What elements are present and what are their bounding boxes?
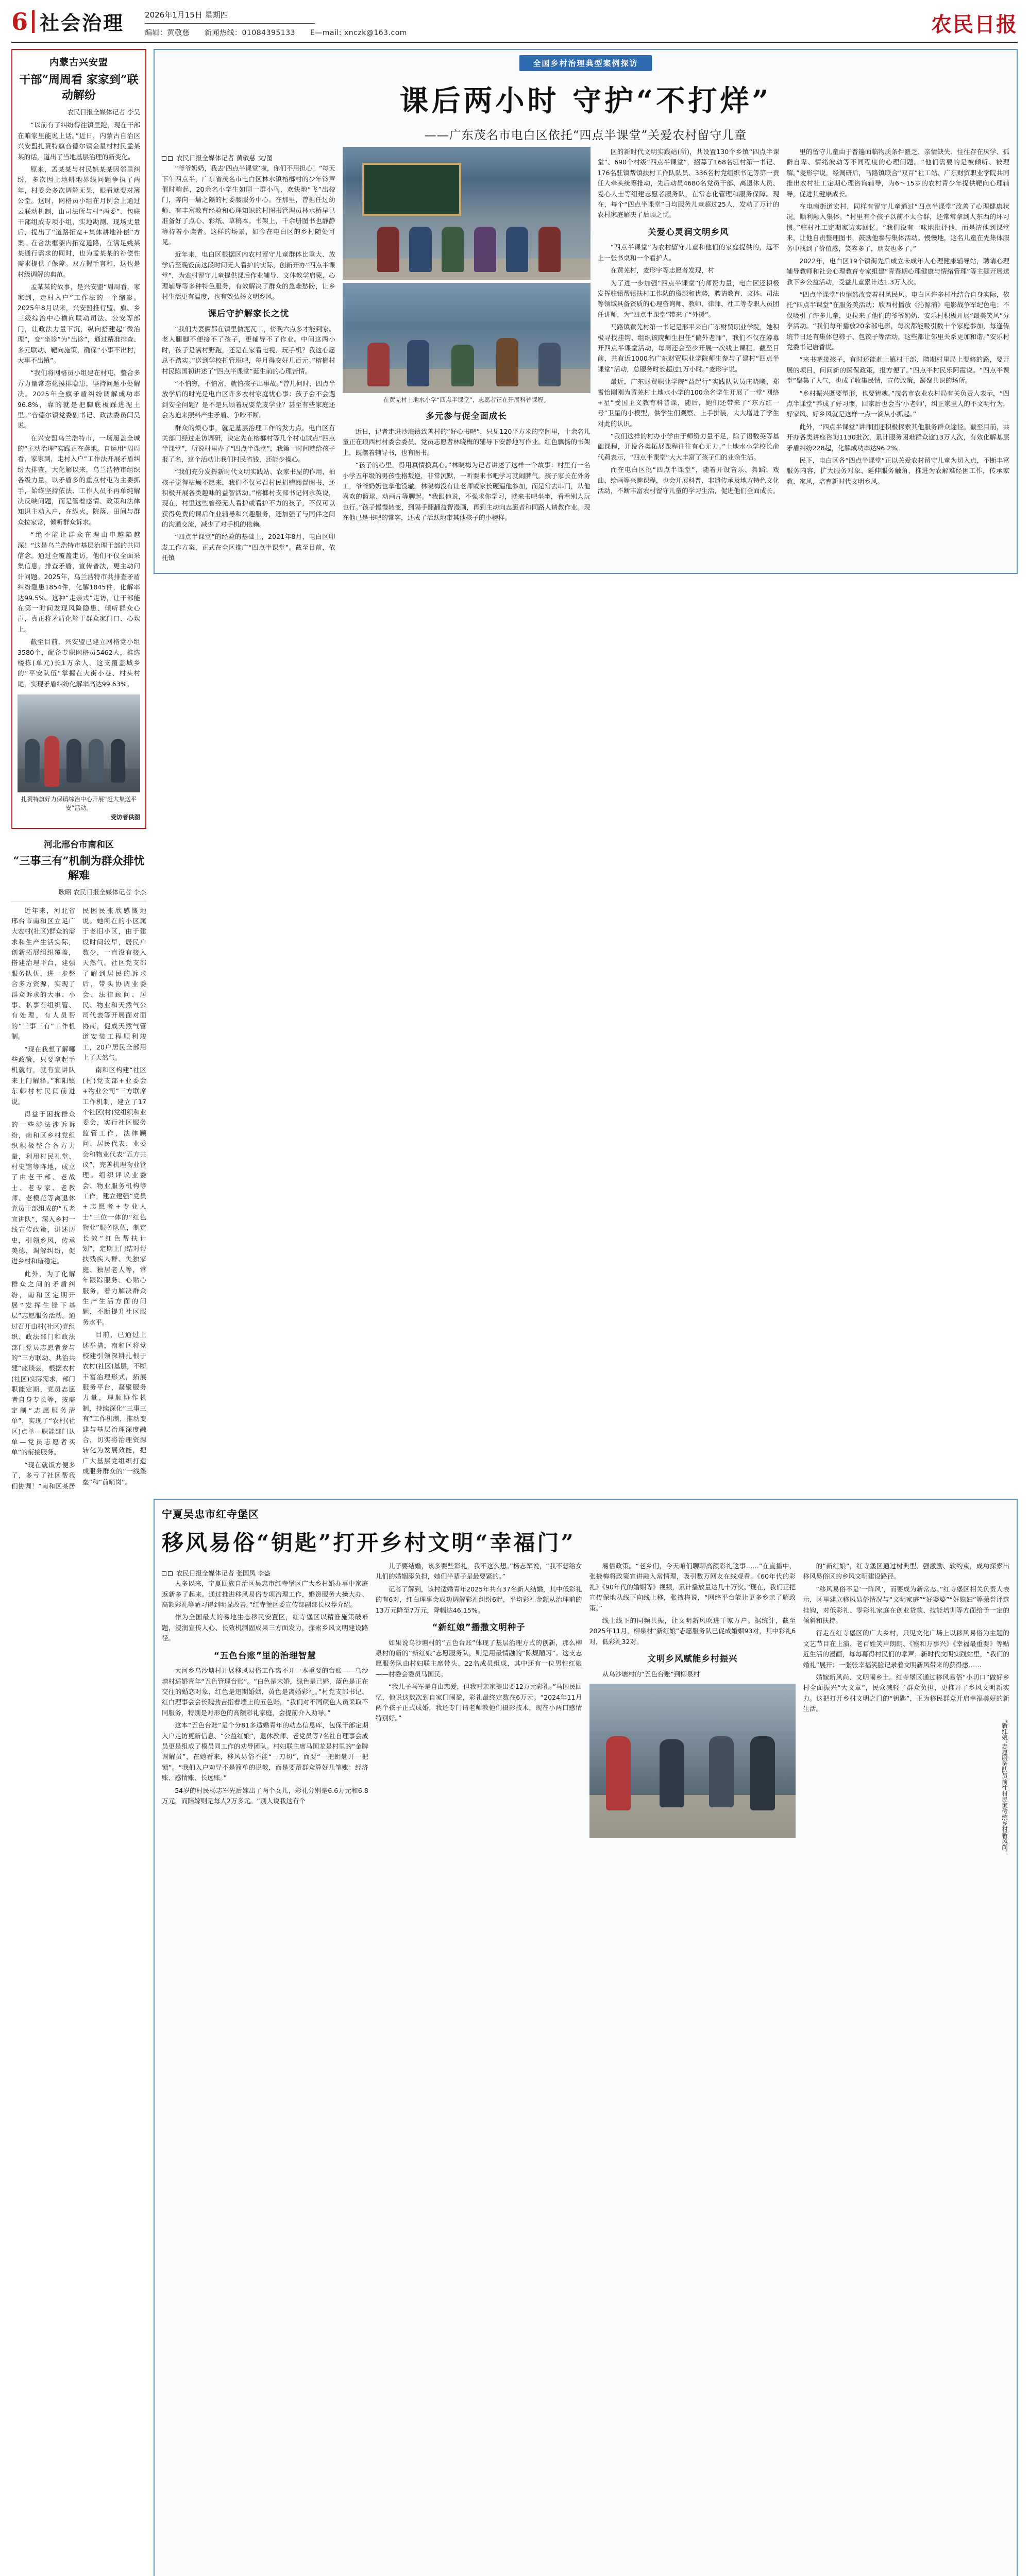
- feature-col-2: [343, 147, 591, 566]
- paragraph: 记者了解到，该村适婚青年2025年共有37名新人结婚，其中低彩礼的有6对，红白理事会成功调解彩礼纠纷6起，平均彩礼金额从治理前的13万元降至7万元，降幅达46.15%。: [375, 1585, 582, 1614]
- feature-columns: [162, 147, 1009, 566]
- paragraph: 易俗政策。“老乡们，今天咱们聊聊高额彩礼这事……”在直播中，张掖梅将政策宣讲融入常情理，吸引数万网友在线观看。《60年代的彩礼》《90年代的婚姻等》视频，累计播放量达几十万次。”现在，我们正把宣传保地从线下向线上移，张掖梅说，“网络平台能让更多乡亲了解政策。”: [589, 1562, 796, 1612]
- section-title: 社会治理: [40, 11, 125, 35]
- feature-article: [154, 49, 1018, 574]
- left-article-body: [18, 120, 140, 689]
- paragraph: 在电南街道宏村，同样有留守儿童通过“四点半课堂”改善了心理健康状况。顺利融入集体。“村里有个孩子以前不太合群，还常常拿到人东西的坏习惯。”驻村社工定期家访实回忆。“我们没有一味地批评他，而是请他到课堂来，让他自责整理图书，鼓励他参与集体活动。慢慢地，这名儿童在先集体服务中找到了价值感，笑容多了，朋友也多了。”: [786, 202, 1009, 252]
- masthead-right: [931, 7, 1018, 38]
- byline-text: 农民日报全媒体记者 黄敬慈 文/图: [176, 154, 273, 162]
- paragraph: “以前有了纠纷得往镇里跑，现在干部在咱家里能说上话。”近日，内蒙古自治区兴安盟扎赉特旗音德尔镇金星村村民孟某某的话，道出了当地基层治理的新变化。: [18, 121, 140, 161]
- main-column: [154, 49, 1018, 1492]
- feature-byline: [162, 153, 335, 163]
- feature-col-1: [162, 147, 335, 566]
- bottom-article-photo: [589, 1684, 796, 1838]
- paragraph: 2022年，电白区19个镇街先后成立未成年人心理健康辅导站，聘请心理辅导教师和社会心理教育专家组建“青春期心理健康与情绪管理”等主题开展送教下乡公益活动，受益儿童累计达1.3万人次。: [786, 257, 1009, 286]
- paragraph: 此外，“四点半课堂”讲师团还积极探索其他服务群众途径。截至目前，共开办各类讲座咨询1130批次，累计服务困难群众逾13万人次，有效化解基层矛盾纠纷228起，化解成功率达96.2%。: [786, 422, 1009, 452]
- bullet-square-icon: [168, 156, 173, 161]
- paragraph: 人多以来，宁夏回族自治区吴忠市红寺堡区广大乡村婚办事中家庭返新多了起来。通过推进移风易俗专项治理工作，婚资服务大操大办、高额彩礼等陋习得到明显改善。”红寺堡区委宣传部副部长权荐介绍。: [162, 1580, 368, 1609]
- photo-credit: 受访者供图: [110, 813, 140, 821]
- feature-photo-classroom: [343, 147, 591, 280]
- editor-contact: 编辑：黄敬慈 新闻热线：01084395133 E—mail: xnczk@163.com: [145, 29, 407, 37]
- feature-col-4: [786, 147, 1009, 566]
- paragraph: 行走在红寺堡区的广大乡村，只见文化广场上以移风易俗为主题的文艺节目在上演、老百姓笑声朗朗、《察和万事兴》《幸福最重要》等贴近生活的漫画，每每幕得村民们的掌声；新时代文明实践站里，“我们的婚礼”展开；一张张幸福笑脸记录着文明新风带来的获得感……: [803, 1629, 1009, 1669]
- paragraph: 区的新时代文明实践站(所)，共设置130个乡镇“四点半课堂”、690个村级“四点半课堂”，招募了168名驻村第一书记、176名驻镇帮镇扶村工作队队员、336名村党组织书记等第一责任人牵头统筹推动，先后动员4680名党员干部、离退休人员、爱心人士等组建志愿者服务队，在常态化管理和服务保障。现在，每个“四点半课堂”日均服务儿童超过25人，发动了万计的农村家庭解决了后顾之忧。: [597, 148, 780, 219]
- feature-subhead-2: 多元参与促全面成长: [426, 411, 507, 421]
- newspaper-name: 农民日报: [931, 12, 1018, 37]
- bottom-photo-wrap: [589, 1684, 796, 1838]
- paragraph: “来书吧接孩子，有时还能赶上镇村干部、聘期村里局上要修的路，要开展的项目，问问新的医保政策，报方便了。”四点半村民乐阿霞说。“四点半课堂”聚集了人气，也成了收集民情，宣传政策，凝聚共识的场所。: [786, 355, 1009, 385]
- feature-photo-reading: [343, 283, 591, 393]
- paragraph: “我们夫妻俩都在镇里做泥瓦工，傍晚六点多才能到家。老人腿脚不便接不了孩子，更辅导不了作业。中间这两小时，孩子是满村野跑，还是在家看电视、玩手机？我这心愿总不踏实。”送到学校托管班吧，每月得交好几百元。”榕榔村村民陈国初讲述了“四点半课堂”诞生前的心理苦情。: [162, 325, 335, 375]
- bottom-article-kicker: 宁夏吴忠市红寺堡区: [162, 1508, 259, 1520]
- paragraph: 近日，记者走进沙琅镇致善村的“好心书吧”，只见120平方米的空间里，十余名儿童正在琅西村村委会委员、党员志愿者林晓梅的辅导下安静地写作业。红色飘扬的书架上，既摆着辅导书，也有图书。: [342, 427, 591, 456]
- byline-text: 农民日报全媒体记者 张国凤 李盎: [176, 1569, 271, 1577]
- paragraph: 原来，孟某某与村民姚某某因邻里纠纷，多次因土地耕地界线问题争执了两年，村委会多次调解无果，眼看就要对簿公堂。这时，网格员小组在月例会上通过云联动机制，由司法所与村“两委”、包联干部组成专项小组，实地勘测、现场丈量后，提出了“道路拓宽+集体耕地补偿”方案。在合法框架内拓宽道路，在满足姚某某通行需求的同时，也为孟某某的补偿性需求提供了保障。双方握手言和，这也是村级调解的典范。: [18, 165, 140, 278]
- paragraph: 如果说乌沙塘村的“五色台账”体现了基层治理方式的创新，那么柳泉村的新的“新红娘”志愿服务队，则是用最情融的“陈规陋习”。这支志愿服务队由村妇联主席带头、22名成员组成，其中还有一位男性红娘——村委会委员马国民。: [375, 1638, 582, 1678]
- paragraph: 线上线下的同频共振，让文明新风吹进千家万户。据统计，截至2025年11月，柳泉村“新红娘”志愿服务队已促成婚姻93对，其中彩礼6对，低彩礼32对。: [589, 1616, 796, 1646]
- paragraph: 为了进一步加强“四点半课堂”的师资力量，电白区还积极发挥驻镇帮镇扶村工作队的资源和优势，聘请教育、文体、司法等领域具备资质的心理咨询师、教师、律师、社工等专职人员团任讲师，为“四点半课堂”带来了“外援”。: [597, 279, 780, 318]
- feature-subhead-1: 课后守护解家长之忧: [208, 309, 290, 319]
- bullet-square-icon: [162, 156, 166, 161]
- paragraph: “我儿子马军是自由恋爱，但我对亲家提出要12万元彩礼。”马国民回忆，他说这数次到自家门闹盈，彩礼最终定数在6万元。“2024年11月两个孩子正式成婚，我还专门请老师教他们摄影技术，现在小两口感情特别好。”: [375, 1683, 582, 1722]
- paragraph: 孟某某的故事，是兴安盟“周周看，家家到，走村入户”工作法的一个缩影。2025年8月以来，兴安盟推行盟、旗、乡三级综治中心横向联动司法、公安等部门，让政法力量下沉，纵向搭建起“微治理”，变“坐诊”为“出诊”，通过精准排查、多元联动、靶向施策，确保“小事不出村，大事不出镇”。: [18, 283, 140, 364]
- left-second-body: [11, 906, 146, 1492]
- masthead-divider-bar: [32, 10, 35, 33]
- feature-series-badge: 全国乡村治理典型案例探访: [519, 55, 651, 71]
- caption-text: 扎赉特旗好力保镇综治中心开展“赶大集送平安”活动。: [21, 795, 137, 812]
- paragraph: “乡村振兴既要塑形，也要铸魂。”茂名市农业农村局有关负责人表示，“四点半课堂”养成了好习惯，回家后也会当‘小老师’，纠正家里人的不文明行为，好家风、好乡风就是这样一点一滴从小抓起。”: [786, 389, 1009, 418]
- paragraph: 儿子要结婚，该多要些彩礼，我不这么想。”杨志军说，“我不想给女儿们的婚姻添负担，她们半辈子是最要紧的。”: [375, 1562, 582, 1581]
- paragraph: “四点半课堂”也悄然改变着村风民风。电白区许多村社结合自身实际，依托“四点半课堂”在服务美活动；欣西村播放《沁源浦》电影战争军纪色电；不仅吸引了许多儿童，更拉来了他们的爷爷奶奶、安乐村积极开展“最美笑风”分享活动。“我们每年播放20余部电影，每次都能吸引数十个家庭参加，每逢传统节日还有集体包粽子、包饺子等活动，这些都让邻里关系更加和谐。”安乐村党委书记唐香说。: [786, 291, 1009, 351]
- masthead: [11, 7, 1018, 43]
- left-second-kicker: 河北邢台市南和区: [44, 839, 114, 850]
- left-article-photo-caption: [18, 795, 140, 822]
- paragraph: “不怕穷，不怕富，就怕孩子出事故。”曾几何时，四点半放学后的时光是电白区许多农村家庭忧心事：孩子会不会遇到安全问题？是不是只顾着玩耍荒废学业？甚至有些家庭还会为迫来照料产生矛盾、争吵不断。: [162, 380, 335, 419]
- masthead-left: [11, 7, 124, 36]
- left-article-photo: [18, 694, 140, 792]
- paragraph: 在黄芜村，麦形宇等志愿者发现，村: [610, 266, 715, 275]
- left-article-kicker: 内蒙古兴安盟: [49, 57, 108, 68]
- bottom-col-4: [803, 1561, 1009, 2576]
- bottom-col-3: [589, 1561, 796, 2576]
- paragraph: 作为全国最大的易地生态移民安置区，红寺堡区以精准施策破难题，浸润宣传人心、长效机制固成果三方面发力，探索乡风文明建设路径。: [162, 1613, 368, 1642]
- paragraph: “现在就饭方便多了，多亏了社区帮我们协调！”南和区某居民困民张欣感慨地说。她所在的小区属于老旧小区，由于建设时间较早，居民户数少，一直没有接入天然气。社区党支部了解到居民的诉求后，带头协调业委会、法律顾问、居民、物业和天然气公司代表等开展面对面协商，促成天然气管道安装工程顺利竣工，20户居民全部用上了天然气。: [11, 906, 146, 1490]
- top-content: [11, 49, 1018, 1492]
- paragraph: 的“新红娘”，红寺堡区通过树典型、强激励、软约束，成功探索出移风易俗区的乡风文明建设路径。: [803, 1562, 1009, 1581]
- paragraph: 这本“五色台账”是个分81多适婚青年的动态信息库，包保干部定期入户走访更新信息、“公益红娘”，退休教师、老党员等7名社自理事会成员更是组成了模员同工作的劝导团队。村妇联主席马国龙是村里的“金牌调解员”，在她看来，移风易俗不能“一刀切”，而要“一把钥匙开一把锁”。“我们入户劝导不是简单的说教，而是要帮群众算好几笔账：经济账、感情账、长远账。”: [162, 1721, 368, 1782]
- paragraph: 在兴安盟乌兰浩特市，一场履盖全城的“主动治理”实践正在落地。自运用“周周看，家家到，走村入户”工作法开展矛盾纠纷大排查，大化解以来，乌兰浩特市组织各级力量，以矛盾多的重点村屯为主要抓手，始终坚持依法、工作人员不再单纯解决反映问题，而是管着感情、政策和法律知识主动入户，在纵火、院落、田间与群众拉家常，倾听群众诉求。: [18, 434, 140, 526]
- paragraph: “四点半课堂”的经验的基础上，2021年8月，电白区印发工作方案，正式在全区推广“四点半课堂”。截至目前，依托镇: [162, 533, 335, 562]
- masthead-meta: [124, 7, 931, 38]
- paragraph: 南和区构建“社区(村)党支部+业委会+物业公司”三方联席工作机制，建立了17个社区(村)党组织和业委会，实行社区服务监管工作，法律顾问、居民代表、业委会和物业代表“五方共议”，完善机理物业管理。组织评议业委会、物业服务机构等工作，建立建强“党员+志愿者+专业人士”三位一体的“红色物业”服务队伍，制定长效“红色帮扶计划”，定期上门结对帮扶残疾人群、失独家庭、独居老人等，常年跟踪服务、心贴心服务，着力解决群众生产生活方面的问题，不断提升社区服务水平。: [82, 1066, 146, 1326]
- paragraph: 最近，广东财贸职业学院“益起行”实践队队员庄晓曦、郑霄怡刚刚为黄芜村土地水小学的100余名学生开展了一堂“网络+星”受国主义教育科普课，随后，她们还带来了“东方红一号”卫星的小模型，供学生们观察、上手拼装，大大增进了学生对此的认识。: [597, 378, 780, 428]
- bullet-square-icon: [162, 1571, 166, 1576]
- bottom-col-1: [162, 1561, 368, 2576]
- paragraph: “孩子的心里，得用真情换真心。”林晓梅为记者讲述了这样一个故事：村里有一名小学五年级的男孩性格叛逆，非常沉默，一听要来书吧学习就闹脾气。孩子家长在外务工，爷爷奶奶也拿他没辙。林晓梅没有让老师或家长硬逼他参加，而是常去串门，从他喜欢的篮球、动画片等聊起。“我跟他说，不强求你学习，就来书吧坐坐，看看别人玩也行。”孩子慢慢转变，到隔手翻翻益智漫画，再到主动向志愿者和同路人请教作业。现在他已是书吧的常客，还成了活跃地带其他孩子的小榜样。: [342, 461, 591, 522]
- left-second-title: “三事三有”机制为群众排忧解难: [13, 854, 145, 882]
- publication-date: 2026年1月15日 星期四: [145, 9, 315, 24]
- bottom-article: [154, 1499, 1018, 2576]
- bottom-article-byline: [162, 1568, 368, 1579]
- paragraph: “绝不能让群众在理由申越陷越深！”这是乌兰浩特市基层治理干部的共同信念。通过全覆盖走访，他们不仅全面采集信息，排查矛盾，宣传普法，更主动问计问题。2025年，乌兰浩特市共排查矛盾纠纷隐患1854件，化解1845件，化解率达99.5%。这种“走亲式”走访，让干部能在第一时间发现风险隐患、倾听群众心声，真正将矛盾化解于群众家门口、心坎上。: [18, 531, 140, 633]
- bottom-subhead-2: “新红娘”播撒文明种子: [432, 1622, 526, 1632]
- paragraph: 此外，为了化解群众之间的矛盾纠纷，南和区定期开展“发挥生锋下基层”志愿服务活动。通过召开由村(社区)党组织、政法部门和政法部门党员志愿者参与的“三方联动、共治共建”座谈会，根据农村(社区)实际需求，部门职能定期，党员志愿者自身专长等，按需定制“志愿服务清单”，实现了“农村(社区)点单—职能部门认单—党员志愿者买单”的衔接服务。: [11, 1269, 75, 1456]
- bottom-subhead-1: “五色台账”里的治理智慧: [214, 1650, 316, 1660]
- feature-title: 课后两小时 守护“不打烊”: [399, 84, 772, 118]
- paragraph: 目前，已通过上述举措，南和区将党校建引领深耕扎根于农村(社区)基层，不断丰富治理形式，拓展服务平台，凝聚服务力量，理顺协作机制，持续深化“三事三有”工作机制，推动变建与基层治理深度融合，切实将治理资源转化为发展效能，把广大基层党组织打造成服务群众的“一线堡垒”和“前哨岗”。: [82, 1331, 146, 1486]
- left-column: [11, 49, 146, 1492]
- paragraph: 54岁的村民杨志军先后嫁出了两个女儿，彩礼分别是6.6万元和6.8万元，而陪嫁则是每人2万多元。“别人说我这有个: [162, 1786, 368, 1805]
- paragraph: 群众的烦心事，就是基层治理工作的发力点。电白区有关部门经过走访调研，决定先在榕榔村等几个村屯试点“四点半课堂”，所说村里办了“四点半课堂”，我第一时间就给孩子报了名，这个活动让我们村民省钱，还能少操心。: [162, 423, 335, 463]
- paragraph: 里的留守儿童由于普遍面临物质条件匮乏、亲情缺失、往往存在厌学、孤僻自卑、情绪波动等不同程度的心理问题。“他们需要的是被倾听、被理解。”麦形宇说，经调研后，马路镇联合“双百”社工站、广东财贸职业学院共同推出农村社工定期心理咨询辅导，为6～15岁的农村青少年提供靶向心理辅导，促进其健康成长。: [786, 148, 1009, 198]
- paragraph: 近年来，河北省邢台市南和区立足广大农村(社区)群众的需求和生产生活实际，创新拓展组织覆盖，搭建治理平台，建强服务队伍，进一步整合多方资源，实现了群众诉求的大事、小事、私事有组织管、有处理，有人员帮的“三事三有”工作机制。: [11, 906, 75, 1041]
- feature-subtitle: ——广东茂名市电白区依托“四点半课堂”关爱农村留守儿童: [424, 129, 747, 142]
- paragraph: 得益于困扰群众的一些涉法涉诉诉纷，南和区乡村党组织积极整合各方力量，利用村民礼堂、村史馆等阵地，成立了由老干部、老战士、老专家、老教师、老模范等离退休党员干部组成的“五老宣讲队”，深入乡村一线宣传政策，讲述历史，引领乡风，传承美德，调解纠纷，促进乡村和谐稳定。: [11, 1110, 75, 1265]
- paragraph: 而在电白区挑“四点半课堂”，随着开设音乐、舞蹈、戏曲、绘画等兴趣课程，也会开展科普、非遗传承及地方特色文化活动，不断丰富农村留守儿童的学习生活，促进他们全面成长。: [597, 466, 780, 495]
- bottom-subhead-3: 文明乡风赋能乡村振兴: [647, 1654, 738, 1664]
- bottom-content: [11, 1499, 1018, 2576]
- feature-ribbon-wrap: [162, 55, 1009, 71]
- paragraph: 民下，电白区各“四点半课堂”正以关爱农村留守儿童为切入点，不断丰富服务内容，扩大服务对象、延伸服务触角，推进为农解难经困工作，传承家教、家风，培育新时代文明乡风。: [786, 456, 1009, 485]
- paragraph: 婚嫁新风尚、文明闹乡土。红寺堡区通过移风易俗“小切口”做好乡村全面振兴“大文章”，民众减轻了群众负担，更推开了乡风文明新实力。这把打开乡村文明之门的“钥匙”，正为移民群众开启幸福美好的新生活。: [803, 1673, 1009, 1713]
- feature-col-3: [598, 147, 780, 566]
- bottom-article-columns: [162, 1561, 1009, 2576]
- paragraph: 大河乡乌沙塘村开展移风易俗工作离不开一本重要的台账——乌沙塘村适婚青年“五色管理台账”。“白色是未婚，绿色是已婚，蓝色是正在交往的婚恋对象，红色是违期婚姻，黄色是离婚彩礼。”村党支部书记、红白理事会会长魏勃吉指着墙上的五色账，“我们对不同颜色人员采取不同服务，特别是对形色的高额彩礼家庭，会提前介入劝导。”: [162, 1667, 368, 1717]
- bottom-left-spacer: [11, 1499, 146, 2576]
- left-article-box: [11, 49, 146, 829]
- paragraph: 从乌沙塘村的“五色台账”到柳泉村: [602, 1670, 700, 1678]
- paragraph: “我们将网格员小组建在村屯，整合多方力量常态化摸排隐患，坚持问题小处解决。2025年全旗矛盾纠纷调解成功率96.8%，靠的就是把脚底板踩进泥土里。”音德尔镇党委副书记、政法委员闫昊说。: [18, 369, 140, 430]
- paragraph: “我们充分发挥新时代文明实践站、农家书屋的作用，拍孩子觉得枯燥不愿来，我们不仅号召村民捐赠阅置图书，还积极开展各类趣味的益智活动。”榕榔村支部书记何永英说，现在，村里这些曾经无人看护或看护不力的孩子，不仅可以获得免费的课后作业辅导和兴趣服务，还加强了与同伴之间的沟通交流，减少了对手机的依赖。: [162, 468, 335, 529]
- feature-subhead-3: 关爱心灵润文明乡风: [648, 227, 729, 237]
- page-number: 6: [11, 7, 28, 36]
- left-second-byline: 耿昭 农民日报全媒体记者 李杰: [58, 888, 146, 896]
- paragraph: “现在我想了解哪些政策，只要拿起手机就行，就有宣讲队来上门解释。”和阳镇东韩村村民闫前进说。: [11, 1045, 75, 1106]
- paragraph: 近年来，电白区根据区内农村留守儿童群体比重大、放学后至晚饭前这段时间无人看护的实际，创新开办“四点半课堂”，为农村留守儿童提供课后作业辅导、文体教学启蒙、心理辅导等多种特色服务，有效解决了群众的急难愁盼，让乡村生活更有温度，也有效弘扬文明乡风。: [162, 250, 335, 300]
- bottom-article-title: 移风易俗“钥匙”打开乡村文明“幸福门”: [162, 1530, 576, 1555]
- bottom-col-2: [376, 1561, 582, 2576]
- bottom-photo-vertical-caption: “新红娘”志愿服务队员前往村民家传统乡村新风尚。: [1001, 1719, 1008, 1856]
- paragraph: “移风易俗不是‘一阵风’，而要成为新常态。”红寺堡区相关负责人表示，区里建立移风易俗情况与“文明家庭”“好婆婆”“好媳妇”等荣誉评选挂钩，对低彩礼、零彩礼家庭在创业贷款、技能培训等方面给予一定的倾斜和扶持。: [803, 1585, 1009, 1624]
- paragraph: “爷爷奶奶，我去‘四点半课堂’啦，你们不用担心！”每天下午四点半，广东省茂名市电白区林水镇榕榔村的少年铃声催时响起，20余名小学生如同一群小鸟，欢快地“飞”出校门，奔向一墙之隔的村委腰服务中心。在那里，曾担任过幼师、有丰富教育经验和心理知识的村图书管理员林水桥早已准备好了点心、彩纸、草稿本。书架上，千余册图书也静静等待着小读者。这样的场景，如今在电白区的乡村随处可见。: [162, 164, 335, 246]
- feature-photo-caption: 在黄羌村土地水小学“四点半课堂”，志愿者正在开展科普课程。: [383, 396, 550, 403]
- paragraph: “我们这样的村办小学由于师资力量不足，除了语数英等基础课程，开设各类拓展课程往往有心无力。”土地水小学校长俞代莉表示，“四点半课堂”大大丰富了孩子们的业余生活。: [597, 432, 780, 461]
- left-article-title: 干部“周周看 家家到”联动解纷: [19, 73, 139, 102]
- bullet-square-icon: [168, 1571, 173, 1576]
- left-article-byline: 农民日报全媒体记者 李昊: [67, 108, 140, 116]
- paragraph: 马路镇黄芜村第一书记是形平来自广东财贸职业学院，她积极寻找挂钩、组织该院师生担任“偏外老师”，我们不仅在筹募开四点半课堂活动，每周还会至少开展一次线上课程。截至目前，共有近1000名广东财贸职业学院师生参与了建村“四点半课堂”活动，总服务时长超过1万小时。”麦形宇说。: [597, 323, 780, 373]
- paragraph: “四点半课堂”为农村留守儿童和他们的家庭提供的，远不止一张书桌和一个看护人。: [597, 243, 780, 262]
- paragraph: 截至目前，兴安盟已建立网格党小组3580个，配备专职网格员5462人，推选楼栋(单元)长1万余人，这支覆盖城乡的“平安队伍”掌握在大街小巷、村头村尾，实现矛盾纠纷化解率高达99.63%。: [18, 638, 140, 688]
